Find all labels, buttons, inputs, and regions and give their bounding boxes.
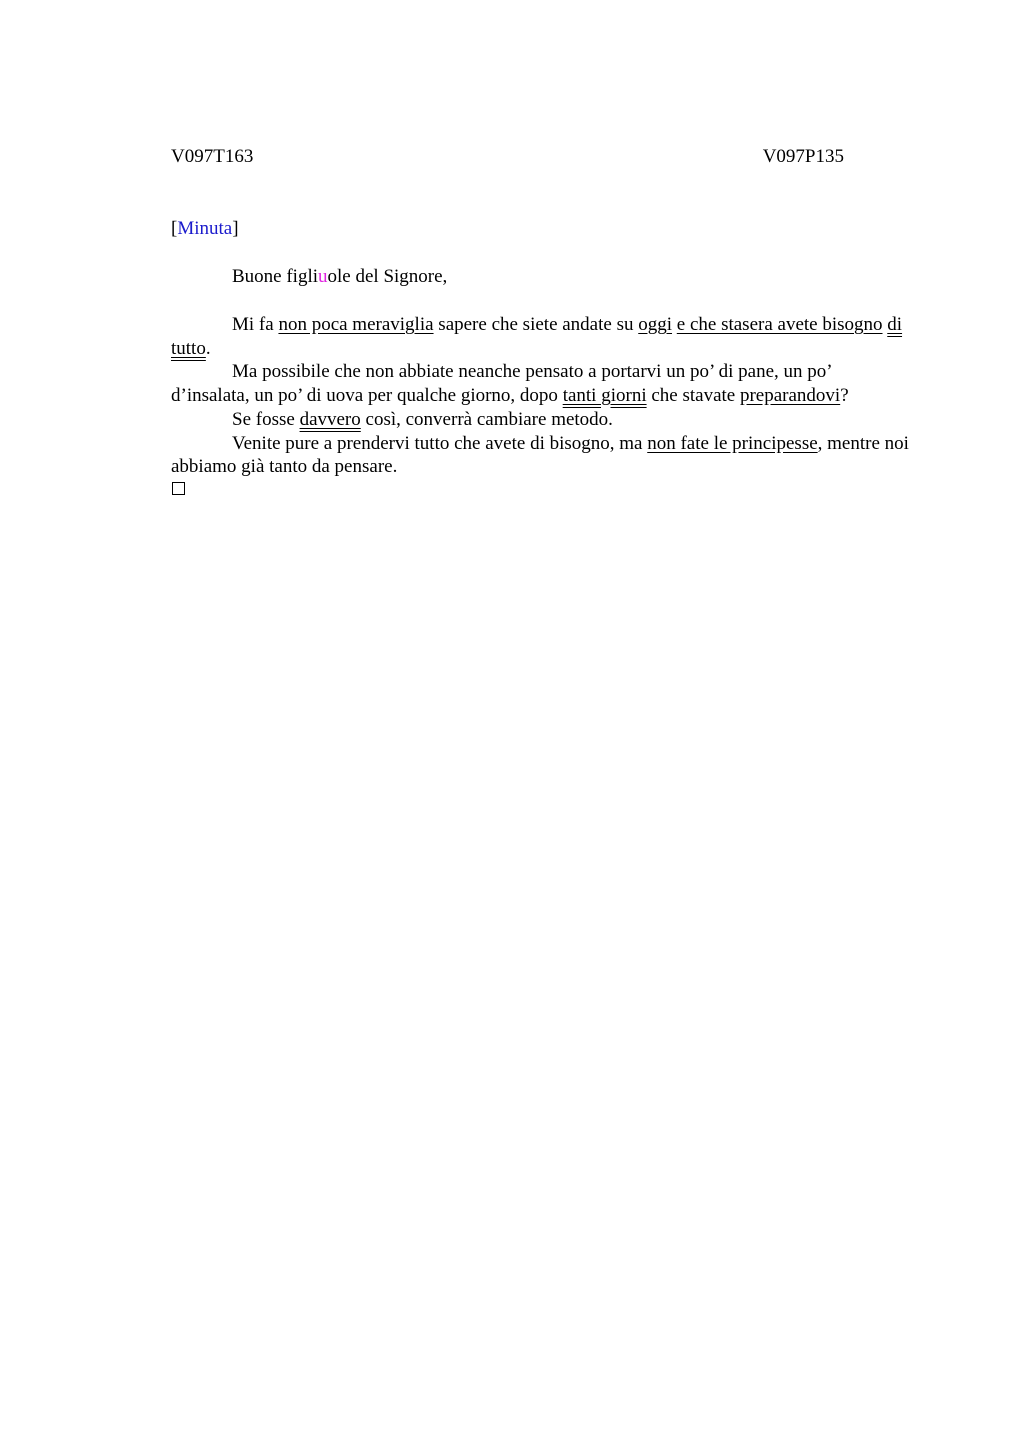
p1-double-underlined: di tutto <box>171 314 903 359</box>
p1-text-5: . <box>205 337 211 359</box>
p1-underlined-3: e che stasera avete bisogno <box>676 314 883 335</box>
paragraph-4 <box>171 432 911 479</box>
p3-text-1: Se fosse <box>232 408 300 430</box>
p1-underlined-2: oggi <box>638 314 673 335</box>
square-outline-icon <box>172 482 185 495</box>
paragraph-3 <box>171 408 911 432</box>
paragraph-2 <box>171 360 911 407</box>
salutation-part-2: ole del Signore, <box>327 266 448 287</box>
p1-text-2: sapere che siete andate su <box>433 314 639 335</box>
letter-body <box>171 313 911 479</box>
p2-double-underlined: tanti giorni <box>562 385 647 407</box>
document-code-left: V097T163 <box>171 146 254 167</box>
document-codes <box>171 146 844 170</box>
p3-double-underlined: davvero <box>299 408 361 430</box>
document-code-right: V097P135 <box>762 146 844 167</box>
p4-text-2: , mentre noi abbiamo già tanto da pensare. <box>171 432 909 478</box>
minuta-bracket-close: ] <box>232 218 239 239</box>
p2-text-3: ? <box>840 385 849 407</box>
salutation-highlight: u <box>318 266 328 287</box>
paragraph-1 <box>171 313 911 360</box>
p1-underlined-1: non poca meraviglia <box>278 314 434 335</box>
minuta-word: Minuta <box>177 218 233 239</box>
p2-underlined: preparandovi <box>739 385 841 407</box>
p3-text-2: così, converrà cambiare metodo. <box>360 408 613 430</box>
salutation <box>232 266 447 288</box>
minuta-bracket-open: [ <box>171 218 178 239</box>
p2-text-2: che stavate <box>646 385 740 407</box>
minuta-label <box>171 218 239 240</box>
salutation-part-1: Buone figli <box>232 266 319 287</box>
p4-underlined: non fate le principesse <box>647 432 818 454</box>
p1-text-1: Mi fa <box>232 314 279 335</box>
p4-text-1: Venite pure a prendervi tutto che avete di bisogno, ma <box>232 432 648 454</box>
p2-text-1: Ma possibile che non abbiate neanche pensato a portarvi un po’ di pane, un po’ d’insalata, un po’ di uova per qualche giorno, dopo <box>171 361 832 407</box>
